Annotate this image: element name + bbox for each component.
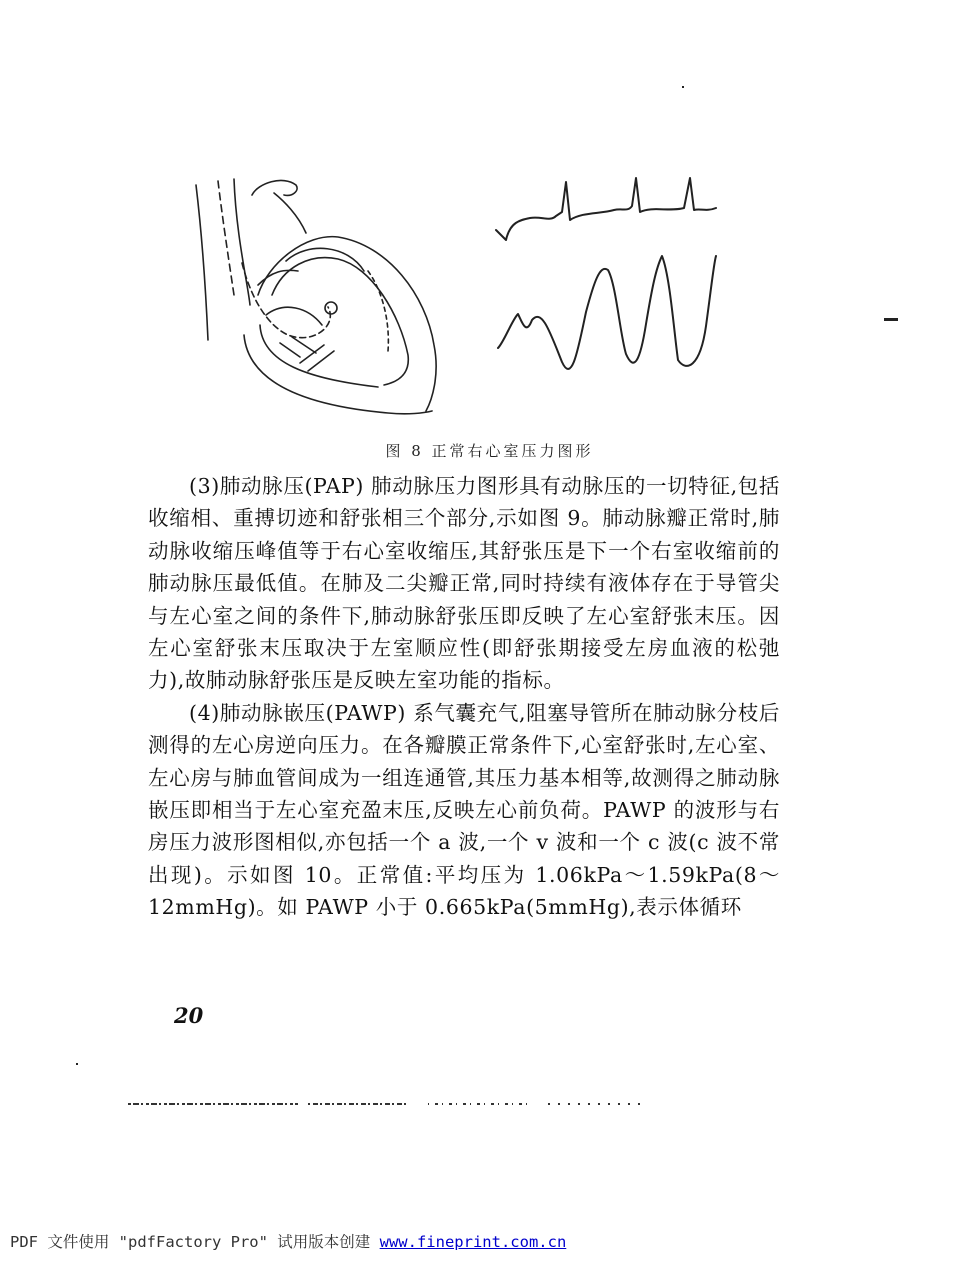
heart-catheter-illustration	[188, 175, 448, 420]
body-text	[148, 470, 780, 924]
figure-caption: 图 8 正常右心室压力图形	[385, 442, 594, 460]
fineprint-link[interactable]: www.fineprint.com.cn	[379, 1233, 567, 1251]
scan-speck	[682, 86, 684, 88]
page-number: 20	[174, 1003, 204, 1028]
rv-pressure-waveform	[490, 172, 725, 392]
scan-artifact-line	[128, 1101, 648, 1107]
paragraph-pap: (3)肺动脉压(PAP) 肺动脉压力图形具有动脉压的一切特征,包括收缩相、重搏切迹和舒张相三个部分,示如图 9。肺动脉瓣正常时,肺动脉收缩压峰值等于右心室收缩压,其舒张压是下一个右室收缩前的肺动脉压最低值。在肺及二尖瓣正常,同时持续有液体存在于导管尖与左心室之间的条件下,肺动脉舒张压即反映了左心室舒张末压。因左心室舒张末压取决于左室顺应性(即舒张期接受左房血液的松弛力),故肺动脉舒张压是反映左室功能的指标。	[148, 474, 780, 693]
paragraph-pawp: (4)肺动脉嵌压(PAWP) 系气囊充气,阻塞导管所在肺动脉分枝后测得的左心房逆向压力。在各瓣膜正常条件下,心室舒张时,左心室、左心房与肺血管间成为一组连通管,其压力基本相等,故测得之肺动脉嵌压即相当于左心室充盈末压,反映左心前负荷。PAWP 的波形与右房压力波形图相似,亦包括一个 a 波,一个 v 波和一个 c 波(c 波不常出现)。示如图 10。正常值:平均压为 1.06kPa～1.59kPa(8～12mmHg)。如 PAWP 小于 0.665kPa(5mmHg),表示体循环	[148, 700, 780, 920]
scan-speck	[884, 318, 898, 321]
footer-text: PDF 文件使用 "pdfFactory Pro" 试用版本创建	[10, 1233, 380, 1251]
pdf-footer	[10, 1230, 566, 1252]
scan-speck	[76, 1063, 78, 1065]
